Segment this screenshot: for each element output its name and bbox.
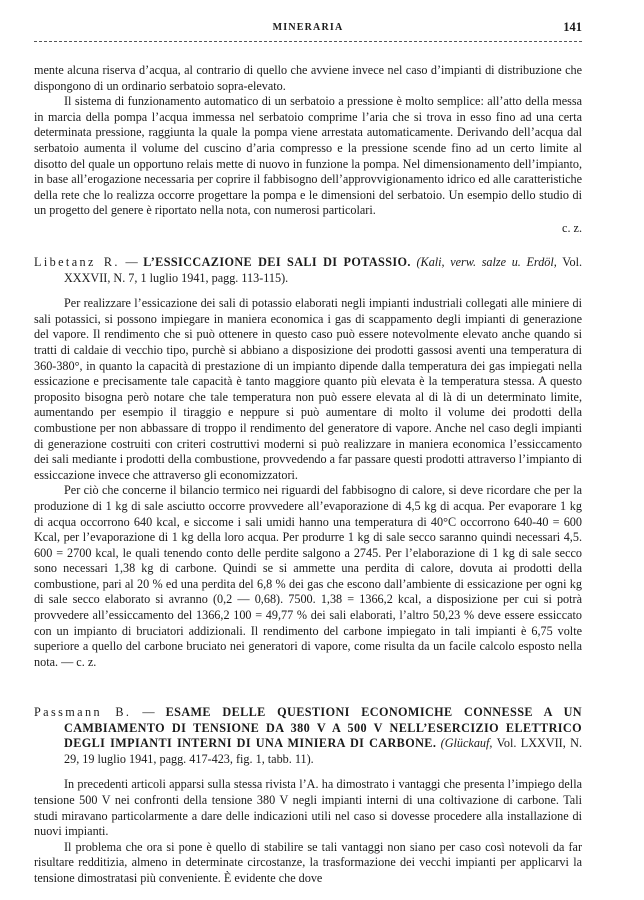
paragraph: mente alcuna riserva d’acqua, al contrario di quello che avviene invece nel caso d’impianti di distribuzione che dispongono di un ordinario serbatoio sopra-elevato.	[34, 63, 582, 93]
heading-dash: —	[131, 705, 166, 719]
page-number: 141	[563, 20, 582, 34]
running-title: MINERARIA	[272, 22, 344, 33]
article-title: L’ESSICCAZIONE DEI SALI DI POTASSIO.	[143, 255, 411, 269]
heading-dash: —	[119, 255, 144, 269]
author-initials: c. z.	[562, 220, 582, 235]
article-heading	[34, 255, 582, 286]
paragraph: Il sistema di funzionamento automatico di un serbatoio a pressione è molto semplice: all’atto della messa in marcia della pompa l’acqua immessa nel serbatoio comprime l’aria che si trova in esso fino ad una certa determinata pressione, raggiunta la quale la pompa viene arrestata automaticamente. Derivando dell’acqua dal serbatoio aumenta il volume del cuscino d’aria compresso e la pressione scende fino ad un certo limite al disotto del quale un opportuno relais mette di nuovo in funzione la pompa. Nel dimensionamento dell’impianto, in base all’erogazione necessaria per coprire il fabbisogno dell’approvvigionamento idrico ed alle caratteristiche della rete che lo realizza occorre progettare la pompa e le dimensioni del serbatoio. Un esempio dello studio di un progetto del genere è riportato nella nota, con numerosi particolari.	[34, 94, 582, 218]
citation: Vol. XXXVII, N. 7, 1 luglio 1941, pagg. 113-115).	[64, 255, 583, 285]
paragraph: Il problema che ora si pone è quello di stabilire se tali vantaggi non siano per caso così notevoli da far risultare redditizia, almeno in determinate circostanze, la trasformazione dei vecchi impianti per applicarvi la tensione dimostratasi più conveniente. È evidente che dove	[34, 839, 582, 885]
article-title: ESAME DELLE QUESTIONI ECONOMICHE CONNESSE A UN CAMBIAMENTO DI TENSIONE DA 380 V A 500 V NELL’ESERCIZIO ELETTRICO DEGLI IMPIANTI INTERNI DI UNA MINIERA DI CARBONE.	[64, 705, 583, 751]
journal-name: (Glückauf,	[440, 736, 493, 751]
citation: Vol. LXXVII, N. 29, 19 luglio 1941, pagg. 417-423, fig. 1, tabb. 11).	[64, 736, 583, 766]
article-passmann	[34, 705, 582, 887]
article-author: Libetanz R.	[34, 255, 120, 269]
journal-name: (Kali, verw. salze u. Erdöl,	[416, 255, 557, 269]
paragraph: Per realizzare l’essicazione dei sali di potassio elaborati negli impianti industriali collegati alle miniere di sali potassici, si possono impiegare in maniera economica i gas di scappamento degli impianti di generazione del vapore. Il rendimento che si può ottenere in questo caso può essere notevolmente elevato anche quando si tratti di caldaie di vecchio tipo, purchè si abbiano a disposizione dei prodotti gassosi aventi una temperatura di 360-380°, in quanto la capacità di prestazione di un impianto dipende dalla temperatura dei gas impiegati nella essicazione e precisamente tale capacità è tanto maggiore quanto più elevata è la temperatura stessa. A questo proposito bisogna però notare che tale temperatura non può essere elevata al di là di un determinato limite, aumentando per esempio il tiraggio e neppure si può aumentare di molto il volume dei prodotti della combustione per non abbassare di troppo il rendimento del generatore di vapore. Anche nel caso degli impianti di generazione costruiti con criteri costruttivi moderni si può realizzare in maniera economica l’essiccamento dei sali mediante i prodotti della combustione, provvedendo a far passare questi prodotti attraverso l’impianto di essiccazione invece che attraverso gli economizzatori.	[34, 296, 582, 482]
paragraph: Per ciò che concerne il bilancio termico nei riguardi del fabbisogno di calore, si deve ricordare che per la produzione di 1 kg di sale asciutto occorre provvedere all’evaporazione di 4,5 kg di acqua. Per evaporare 1 kg di acqua occorrono 640 kcal, e siccome i sali umidi hanno una temperatura di 40°C occorrono 640-40 = 600 Kcal, per l’evaporazione di 1 kg della loro acqua. Per produrre 1 kg di sale secco saranno quindi necessari 4,5. 600 = 2700 kcal, le quali tenendo conto delle perdite salgono a 2745. Per l’elaborazione di 1 kg di sale secco sono necessari 1,38 kg di carbone. Quindi se si ammette una perdita di calore, dovuta ai prodotti della combustione, pari al 20 % ed una perdita del 6,8 % dei gas che escono dall’ambiente di essicazione per ogni kg di sale secco elaborato si avranno (0,2 — 0,68). 7500. 1,38 = 1366,2 kcal, a disposizione per cui si potrà provvedere all’essiccamento del 1366,2 100 = 49,77 % dei sali elaborati, l’altro 50,23 % deve essere essiccato con un impianto di bruciatori addizionali. Il rendimento del carbone impiegato in tali impianti è 6,75 volte superiore a quello del carbone bruciato nei generatori di vapore, come risulta da un facile calcolo esposto nella nota. — c. z.	[34, 483, 582, 669]
paragraph: In precedenti articoli apparsi sulla stessa rivista l’A. ha dimostrato i vantaggi che presenta l’impiego della tensione 500 V nei confronti della tensione 380 V negli impianti interni di una coltivazione di carbone. Tali studi miravano particolarmente a dare delle indicazioni utili nel caso si dovesse procedere alla installazione di nuovi impianti.	[34, 777, 582, 839]
running-header	[34, 22, 582, 40]
continuation-text	[34, 63, 582, 237]
article-author: Passmann B.	[34, 705, 132, 719]
article-libetanz	[34, 255, 582, 670]
article-heading	[34, 705, 582, 767]
header-rule	[34, 41, 582, 42]
